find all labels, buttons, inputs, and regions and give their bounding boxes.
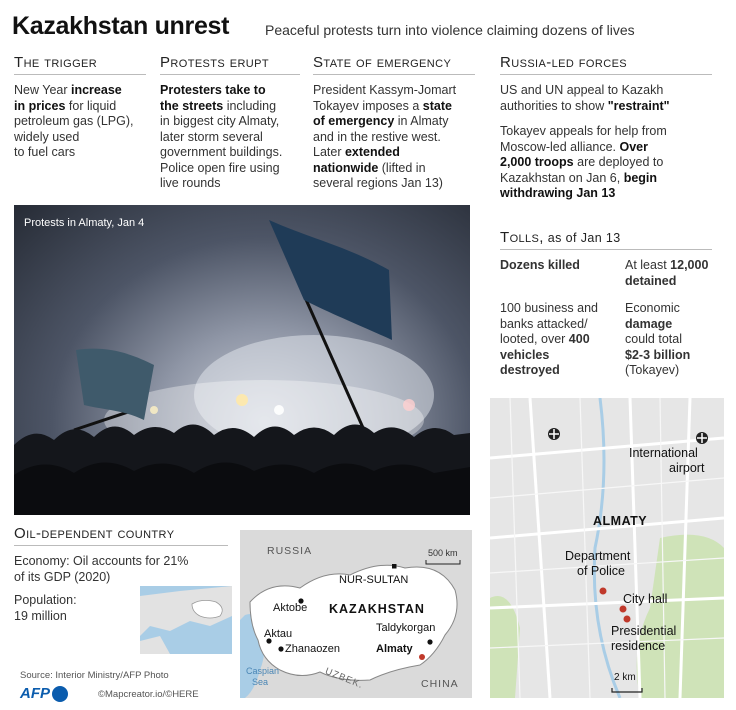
tb-4: vehicles: [500, 347, 550, 362]
section-protests: [160, 54, 300, 192]
tolls-killed-text: Dozens killed: [500, 258, 580, 272]
tb-5: destroyed: [500, 363, 560, 377]
cityhall-dot: [620, 606, 627, 613]
p-l2b: including: [223, 98, 277, 113]
nursultan-marker: [392, 564, 397, 569]
emergency-text: [313, 83, 475, 192]
e-l5a: Later: [313, 145, 345, 159]
photo-caption: Protests in Almaty, Jan 4: [24, 217, 145, 229]
t-l5: to fuel cars: [14, 145, 76, 159]
p-l2a: the streets: [160, 98, 224, 113]
t-l1b: increase: [70, 83, 122, 97]
kazakhstan-label: KAZAKHSTAN: [329, 602, 425, 616]
e-l7: several regions Jan 13): [313, 176, 443, 190]
page-subtitle: Peaceful protests turn into violence claiming dozens of lives: [265, 22, 635, 38]
afp-logo-text: AFP: [20, 685, 50, 702]
td-1b: 12,000: [670, 258, 709, 272]
e-l4: and in the restive west.: [313, 129, 441, 144]
tb-3a: looted, over: [500, 332, 569, 346]
protest-photo: [14, 205, 470, 515]
tolls-economic: [625, 301, 725, 379]
tolls-title: Tolls,: [500, 229, 544, 246]
oil-eco2: of its GDP (2020): [14, 569, 111, 584]
tb-2: banks attacked/: [500, 316, 588, 331]
r-p2l5: withdrawing Jan 13: [500, 186, 616, 200]
cityhall-label: City hall: [623, 592, 668, 606]
p-l7: live rounds: [160, 176, 221, 190]
russia-text-2: [500, 124, 712, 202]
p-l5: government buildings.: [160, 145, 283, 159]
t-l4: widely used: [14, 129, 80, 144]
t-l3: petroleum gas (LPG),: [14, 114, 134, 128]
te-2: damage: [625, 316, 673, 331]
r-p1l2b: "restraint": [607, 98, 670, 113]
tolls-asof: as of Jan 13: [543, 231, 621, 245]
caspian-l2: Sea: [252, 677, 269, 687]
te-4: $2-3 billion: [625, 347, 691, 362]
protests-text: [160, 83, 300, 192]
te-3: could total: [625, 332, 682, 346]
tolls-killed: [500, 258, 615, 274]
locator-map-graphic: [140, 586, 232, 654]
russia-text-1: [500, 83, 712, 114]
presidential-label: [611, 624, 676, 654]
police-label: [565, 549, 630, 579]
pres-l1: Presidential: [611, 624, 677, 638]
e-l2b: state: [422, 98, 452, 113]
photo-illustration: [14, 205, 470, 515]
aktau-label: Aktau: [264, 628, 293, 640]
airport-icon-1: [548, 428, 560, 440]
te-1: Economic: [625, 301, 680, 315]
airport-l2: airport: [669, 461, 705, 475]
tolls-detained: [625, 258, 725, 289]
tb-3b: 400: [568, 332, 590, 346]
pres-l2: residence: [611, 639, 666, 653]
tb-1: 100 business and: [500, 301, 598, 315]
p-l4: later storm several: [160, 129, 263, 144]
trigger-text: [14, 83, 146, 161]
locator-map: [140, 586, 232, 654]
almaty-city-label: ALMATY: [593, 514, 648, 528]
trigger-heading: The trigger: [14, 54, 146, 75]
e-l3b: in Almaty: [394, 114, 449, 128]
t-l2a: in prices: [14, 98, 66, 113]
r-p2l2a: Moscow-led alliance.: [500, 139, 620, 154]
map-credit: ©Mapcreator.io/©HERE: [98, 689, 199, 700]
section-tolls: [500, 229, 712, 250]
e-l2a: Tokayev imposes a: [313, 98, 423, 113]
e-l6a: nationwide: [313, 160, 379, 175]
airport-label: [629, 446, 704, 476]
oil-heading: Oil-dependent country: [14, 525, 228, 546]
taldykorgan-dot: [427, 639, 432, 644]
kazakhstan-map: [240, 530, 472, 698]
r-p2l1: Tokayev appeals for help from: [500, 124, 667, 138]
e-l1: President Kassym-Jomart: [313, 83, 457, 97]
almaty-label: Almaty: [376, 643, 413, 655]
taldykorgan-label: Taldykorgan: [376, 622, 436, 634]
country-scale-label: 500 km: [428, 548, 458, 558]
airport-icon-2: [696, 432, 708, 444]
e-l6b: (lifted in: [378, 160, 426, 175]
china-label: CHINA: [421, 678, 459, 690]
r-p2l3b: are deployed to: [573, 155, 664, 169]
protests-heading: Protests erupt: [160, 54, 300, 75]
police-l1: Department: [565, 549, 631, 563]
almaty-dot: [419, 654, 425, 660]
td-2: detained: [625, 273, 677, 288]
p-l3: in biggest city Almaty,: [160, 114, 280, 128]
caspian-label: [246, 666, 279, 688]
russia-heading: Russia-led forces: [500, 54, 712, 75]
section-emergency: [313, 54, 475, 192]
p-l6: Police open fire using: [160, 160, 280, 175]
emergency-heading: State of emergency: [313, 54, 475, 75]
tolls-business: [500, 301, 618, 379]
t-l2b: for liquid: [65, 98, 117, 113]
r-p2l2b: Over: [619, 139, 648, 154]
uzbek-label: UZBEK.: [323, 665, 365, 692]
r-p1l2a: authorities to show: [500, 98, 608, 113]
afp-logo-circle: [52, 686, 68, 702]
tolls-heading: [500, 229, 712, 250]
t-l1a: New Year: [14, 83, 71, 97]
r-p1l1: US and UN appeal to Kazakh: [500, 83, 664, 97]
oil-pop2: 19 million: [14, 608, 67, 623]
e-l3a: of emergency: [313, 114, 395, 128]
oil-pop1: Population:: [14, 593, 77, 607]
caspian-l1: Caspian: [246, 666, 280, 676]
oil-economy: [14, 554, 228, 585]
zhanaozen-dot: [278, 646, 283, 651]
r-p2l4a: Kazakhstan on Jan 6,: [500, 170, 624, 185]
police-l2: of Police: [577, 564, 625, 578]
section-trigger: [14, 54, 146, 161]
russia-label: RUSSIA: [267, 545, 313, 557]
td-1a: At least: [625, 258, 671, 272]
r-p2l3a: 2,000 troops: [500, 155, 574, 169]
almaty-city-map: [490, 398, 724, 698]
airport-l1: International: [629, 446, 698, 460]
nursultan-label: NUR-SULTAN: [339, 574, 409, 586]
presidential-dot: [624, 616, 631, 623]
city-scale-label: 2 km: [614, 672, 636, 683]
r-p2l4b: begin: [623, 170, 658, 185]
almaty-map-graphic: [490, 398, 724, 698]
afp-logo: [20, 685, 68, 702]
e-l5b: extended: [344, 145, 400, 159]
te-5: (Tokayev): [625, 363, 680, 377]
section-russia: [500, 54, 712, 202]
p-l1: Protesters take to: [160, 83, 266, 97]
oil-eco1: Economy: Oil accounts for 21%: [14, 554, 189, 568]
source-text: Source: Interior Ministry/AFP Photo: [20, 670, 169, 681]
zhanaozen-label: Zhanaozen: [285, 643, 341, 655]
page-title: Kazakhstan unrest: [12, 12, 230, 40]
police-dot: [600, 588, 607, 595]
aktobe-label: Aktobe: [273, 602, 308, 614]
